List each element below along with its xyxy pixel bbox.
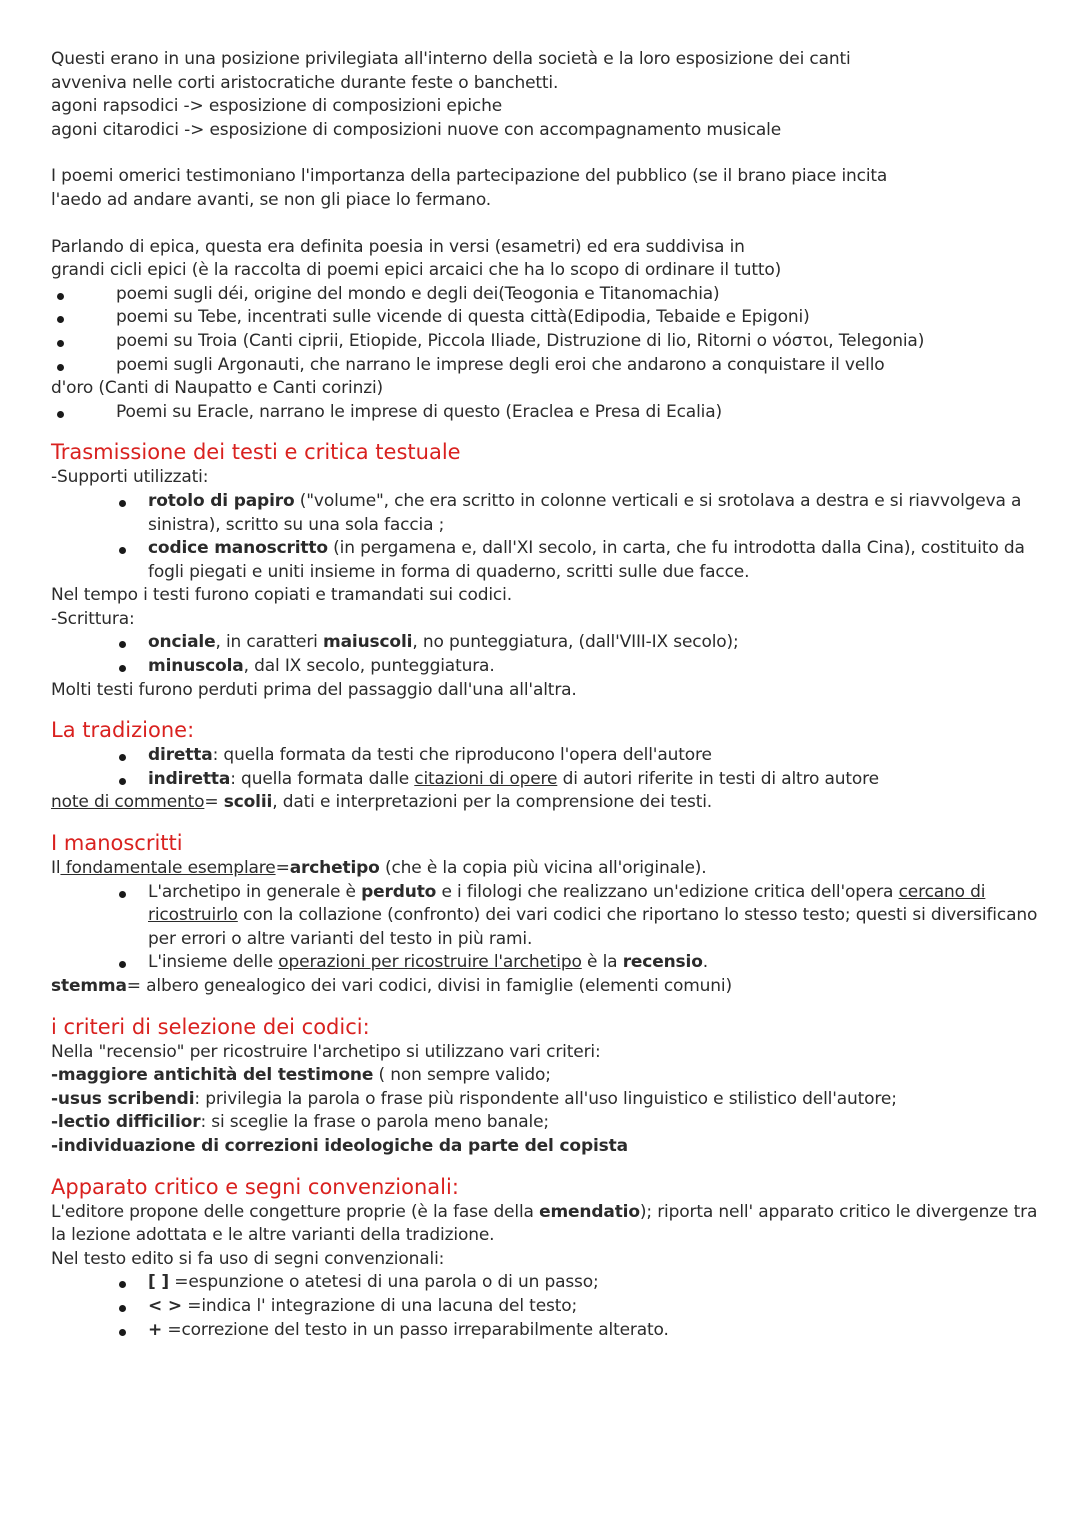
segni-list bbox=[51, 1271, 1041, 1342]
bullet-icon bbox=[51, 354, 116, 378]
text-line: L'editore propone delle congetture proprie (è la fase della emendatio); riporta nell' apparato critico le divergenze tra la lezione adottata e le altre varianti della tradizione. bbox=[51, 1201, 1038, 1246]
criterion-line: -individuazione di correzioni ideologiche da parte del copista bbox=[51, 1135, 628, 1156]
criterion-line: -maggiore antichità del testimone ( non sempre valido; bbox=[51, 1065, 551, 1086]
list-item-continuation: d'oro (Canti di Naupatto e Canti corinzi) bbox=[51, 378, 384, 399]
criterion-line: -lectio difficilior: si sceglie la frase o parola meno banale; bbox=[51, 1112, 550, 1133]
supporti-list bbox=[51, 490, 1041, 584]
section-heading: Trasmissione dei testi e critica testuale bbox=[51, 440, 461, 465]
subheading: -Supporti utilizzati: bbox=[51, 467, 209, 488]
manoscritti-list bbox=[51, 881, 1041, 975]
epica-line: Parlando di epica, questa era definita poesia in versi (esametri) ed era suddivisa in bbox=[51, 236, 745, 257]
intro-line: agoni citarodici -> esposizione di composizioni nuove con accompagnamento musicale bbox=[51, 119, 782, 140]
intro-line: avveniva nelle corti aristocratiche durante feste o banchetti. bbox=[51, 72, 559, 93]
intro-line: agoni rapsodici -> esposizione di composizioni epiche bbox=[51, 96, 503, 117]
list-item: poemi su Tebe, incentrati sulle vicende di questa città(Edipodia, Tebaide e Epigoni) bbox=[51, 306, 1041, 330]
list-item: [ ] =espunzione o atetesi di una parola o di un passo; bbox=[51, 1271, 1041, 1295]
list-item: poemi su Troia (Canti ciprii, Etiopide, Piccola Iliade, Distruzione di lio, Ritorni o νόστοι, Telegonia) bbox=[51, 330, 1041, 354]
section-heading: i criteri di selezione dei codici: bbox=[51, 1014, 370, 1039]
section-heading: I manoscritti bbox=[51, 831, 183, 856]
epica-line: grandi cicli epici (è la raccolta di poemi epici arcaici che ha lo scopo di ordinare il tutto) bbox=[51, 260, 782, 281]
list-item: < > =indica l' integrazione di una lacuna del testo; bbox=[51, 1295, 1041, 1319]
list-item: onciale, in caratteri maiuscoli, no punteggiatura, (dall'VIII-IX secolo); bbox=[51, 631, 1041, 655]
pubblico-line: I poemi omerici testimoniano l'importanza della partecipazione del pubblico (se il brano piace incita bbox=[51, 166, 888, 187]
scrittura-list bbox=[51, 631, 1041, 678]
text-line: note di commento= scolii, dati e interpretazioni per la comprensione dei testi. bbox=[51, 792, 713, 813]
pubblico-line: l'aedo ad andare avanti, se non gli piace lo fermano. bbox=[51, 189, 492, 210]
list-item: minuscola, dal IX secolo, punteggiatura. bbox=[51, 655, 1041, 679]
text-line: Nel testo edito si fa uso di segni convenzionali: bbox=[51, 1248, 445, 1269]
text-line: Nel tempo i testi furono copiati e tramandati sui codici. bbox=[51, 585, 512, 606]
list-item: diretta: quella formata da testi che riproducono l'opera dell'autore bbox=[51, 744, 1041, 768]
list-item: poemi sugli déi, origine del mondo e degli dei(Teogonia e Titanomachia) bbox=[51, 283, 1041, 307]
list-item: Poemi su Eracle, narrano le imprese di questo (Eraclea e Presa di Ecalia) bbox=[51, 401, 1041, 425]
list-item: codice manoscritto (in pergamena e, dall'XI secolo, in carta, che fu introdotta dalla Cina), costituito da fogli piegati e uniti insieme in forma di quaderno, scritti sulle due facce. bbox=[51, 537, 1041, 584]
list-item: L'insieme delle operazioni per ricostruire l'archetipo è la recensio. bbox=[51, 951, 1041, 975]
section-heading: La tradizione: bbox=[51, 718, 195, 743]
list-item: rotolo di papiro ("volume", che era scritto in colonne verticali e si srotolava a destra e si riavvolgeva a sinistra), scritto su una sola faccia ; bbox=[51, 490, 1041, 537]
section-heading: Apparato critico e segni convenzionali: bbox=[51, 1174, 459, 1199]
list-item: L'archetipo in generale è perduto e i filologi che realizzano un'edizione critica dell'opera cercano di ricostruirlo con la collazione (confronto) dei vari codici che riportano lo stesso testo; questi si diversificano per errori o altre varianti del testo in più rami. bbox=[51, 881, 1041, 952]
text-line: stemma= albero genealogico dei vari codici, divisi in famiglie (elementi comuni) bbox=[51, 976, 732, 996]
text-line: Nella "recensio" per ricostruire l'archetipo si utilizzano vari criteri: bbox=[51, 1041, 601, 1062]
subheading: -Scrittura: bbox=[51, 608, 135, 629]
list-item: + =correzione del testo in un passo irreparabilmente alterato. bbox=[51, 1319, 1041, 1343]
list-item: poemi sugli Argonauti, che narrano le imprese degli eroi che andarono a conquistare il vello bbox=[51, 354, 1041, 378]
intro-line: Questi erano in una posizione privilegiata all'interno della società e la loro esposizione dei canti bbox=[51, 49, 851, 69]
text-line: Molti testi furono perduti prima del passaggio dall'una all'altra. bbox=[51, 679, 577, 700]
bullet-icon bbox=[51, 330, 116, 354]
list-item: indiretta: quella formata dalle citazioni di opere di autori riferite in testi di altro autore bbox=[51, 768, 1041, 792]
bullet-icon bbox=[51, 306, 116, 330]
document-page bbox=[51, 48, 1041, 1342]
criterion-line: -usus scribendi: privilegia la parola o frase più rispondente all'uso linguistico e stilistico dell'autore; bbox=[51, 1088, 897, 1109]
bullet-icon bbox=[51, 401, 116, 425]
bullet-icon bbox=[51, 283, 116, 307]
text-line: Il fondamentale esemplare=archetipo (che è la copia più vicina all'originale). bbox=[51, 858, 707, 879]
tradizione-list bbox=[51, 744, 1041, 791]
